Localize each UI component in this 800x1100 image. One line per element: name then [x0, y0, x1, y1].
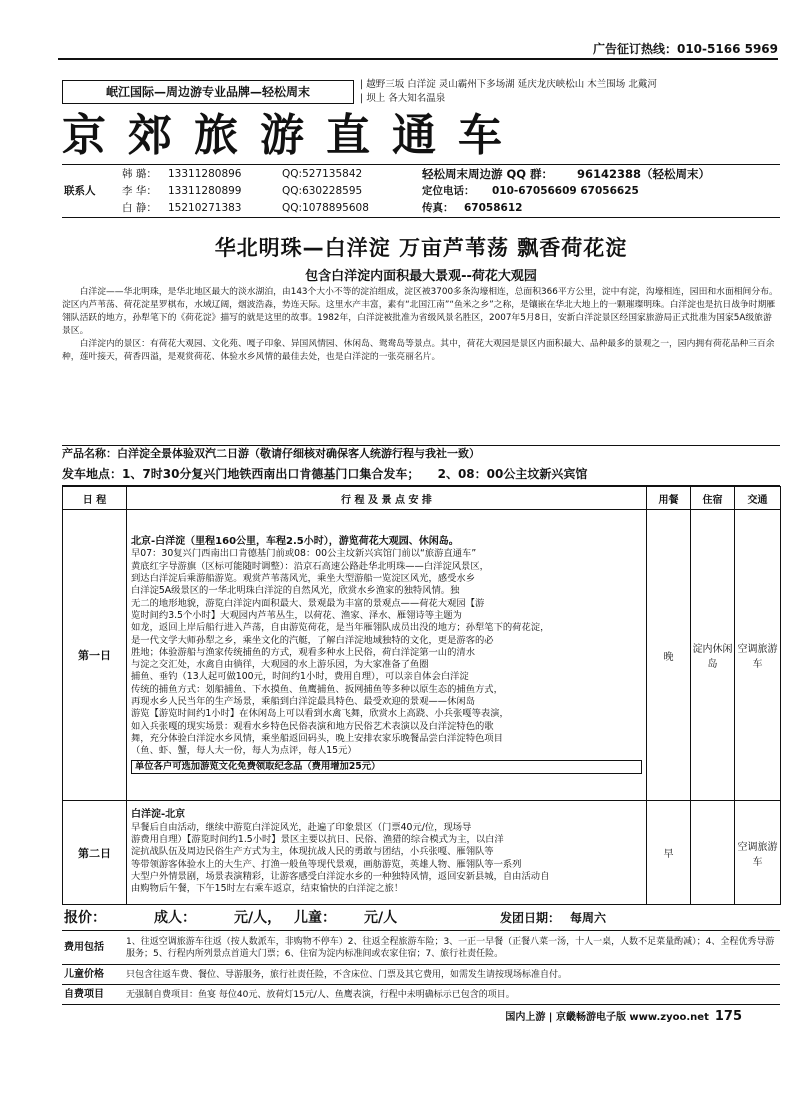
top-divider: [58, 58, 778, 60]
info-label: 费用包括: [62, 931, 122, 965]
departure-point-2: 2、08：00公主坟新兴宾馆: [437, 467, 588, 481]
contact-name: 韩 璐：: [122, 168, 157, 180]
header-schedule: 行 程 及 景 点 安 排: [127, 487, 647, 510]
departure-date-value: 每周六: [570, 911, 607, 925]
transport-cell: 空调旅游车: [735, 510, 781, 801]
detail-line: 与淀之交汇处，水禽自由徜徉，大观园的水上游乐园，为大家准备了鱼圈: [131, 659, 429, 671]
contact-extra-label: 传真：: [422, 202, 454, 214]
contact-label: 联系人: [64, 185, 96, 197]
info-row: [62, 931, 780, 965]
contact-name: 白 静：: [122, 202, 157, 214]
info-text: 1、往返空调旅游车往返（按人数派车，非购物不停车）2、往返全程旅游车险；3、一正一早餐（正餐八菜一汤，十人一桌，人数不足菜量酌减）；4、全程优秀导游服务；5、行程内所列景点首道大门票；6、住宿为淀内标准间或农家住宿；7、旅行社责任险。: [122, 931, 780, 965]
lodging-cell: 淀内休闲岛: [691, 510, 735, 801]
intro-paragraph: 白洋淀内的景区：有荷花大观园、文化苑、嘎子印象、异国风情园、休闲岛、鸳鸯岛等景点。其中，荷花大观园是景区内面积最大、品种最多的景观之一，园内拥有荷花品种三百余种，莲叶接天，荷香四溢，是观赏荷花、体验水乡风情的最佳去处，也是白洋淀的一张亮丽名片。: [62, 339, 775, 363]
contact-extra-value: 67058612: [464, 202, 523, 214]
destination-tags-line-1: | 越野三坂 白洋淀 灵山霸州下多场湖 延庆龙庆峡松山 木兰围场 北戴河: [360, 79, 657, 90]
headline: 华北明珠—白洋淀 万亩芦苇荡 飘香荷花淀: [214, 236, 628, 260]
contact-qq: QQ:527135842: [282, 168, 363, 180]
detail-line: 览时间约3.5个小时】大观园内芦苇丛生，以荷花、渔家、泽水、雁翎诗等主题为: [131, 609, 462, 621]
info-text: 无强制自费项目：鱼宴 每位40元、放荷灯15元/人、鱼鹰表演，行程中未明确标示已包含的项目。: [122, 985, 780, 1005]
footer-text: 国内上游 | 京畿畅游电子版 www.zyoo.net: [505, 1012, 709, 1023]
info-label: 儿童价格: [62, 965, 122, 985]
detail-line: 游览【游览时间约1小时】在休闲岛上可以看到水禽飞舞，欣赏水上高跷、小兵张嘎等表演，: [131, 708, 509, 720]
detail-line: 是一代文学大师孙犁之乡，乘坐文化的汽艇，了解白洋淀地域独特的文化，更是游客的必: [131, 634, 494, 646]
itinerary-header-row: [63, 487, 781, 510]
departure-point-1: 1、7时30分复兴门地铁西南出口肯德基门口集合发车；: [122, 467, 420, 481]
detail-line: 如入兵张嘎的现实场景：观看水乡特色民俗表演和地方民俗艺术表演以及白洋淀特色的歌: [131, 720, 494, 732]
extra-item-box: 单位各户可选加游览文化免费领取纪念品（费用增加25元）: [131, 760, 642, 774]
contact-extra-value: 96142388（轻松周末）: [577, 167, 711, 181]
adult-price-label: 成人：: [154, 910, 196, 926]
departure-row: [62, 463, 780, 486]
header-day: 日 程: [63, 487, 127, 510]
departure-label: 发车地点：: [62, 467, 123, 481]
detail-line: 再现水乡人民当年的生产场景，乘船到白洋淀最具特色、最受欢迎的景观——休闲岛: [131, 696, 475, 708]
subheadline: 包含白洋淀内面积最大景观--荷花大观园: [305, 269, 537, 284]
info-row: [62, 985, 780, 1005]
intro-paragraph: 白洋淀——华北明珠，是华北地区最大的淡水湖泊，由143个大小不等的淀泊组成，淀区被3700多条沟壕相连，总面积366平方公里，淀中有淀，沟壕相连，园田和水面相间分布。淀区内芦苇荡、荷花淀星罗棋布，水域辽阔，烟波浩淼，势连天际。这里水产丰富，素有“北国江南”“鱼米之乡”之称，是镶嵌在华北大地上的一颗璀璨明珠。白洋淀也是抗日战争时期雁翎队活跃的地方，孙犁笔下的《荷花淀》描写的就是这里的故事。1982年，白洋淀被批准为省级风景名胜区，2007年5月8日，安新白洋淀景区经国家旅游局正式批准为国家5A级旅游景区。: [62, 287, 778, 337]
contact-qq: QQ:630228595: [282, 185, 363, 197]
contact-extra-value: 010-67056609 67056625: [492, 185, 639, 197]
detail-line: 舞，充分体验白洋淀水乡风情，乘坐船返回码头，晚上安排农家乐晚餐品尝白洋淀特色项目: [131, 732, 503, 744]
adult-price-unit: 元/人，: [234, 910, 282, 926]
detail-line: 黄底红字导游旗（区标可能随时调整）：沿京石高速公路赴华北明珠——白洋淀风景区，: [131, 560, 489, 572]
info-text: 只包含往返车费、餐位、导游服务，旅行社责任险，不含床位、门票及其它费用，如需发生请按现场标准自付。: [122, 965, 780, 985]
day-detail: [127, 801, 647, 905]
product-name-row: [62, 445, 780, 462]
detail-line: 淀抗战队伍及周边民俗生产方式为主，体现抗战人民的勇敢与团结，小兵张嘎、雁翎队等: [131, 846, 494, 858]
contact-row: [122, 166, 782, 183]
detail-line: 由购物后午餐，下午15时左右乘车返京，结束愉快的白洋淀之旅！: [131, 883, 404, 895]
detail-line: 如龙，返回上岸后船行进入芦荡，自由游览荷花，是当年雁翎队成员出没的地方；孙犁笔下的荷花淀，: [131, 622, 550, 634]
detail-line: 游费用自理）【游览时间约1.5小时】景区主要以抗日、民俗、渔猎的综合模式为主，以白洋: [131, 834, 504, 846]
header-meal: 用餐: [647, 487, 691, 510]
meal-cell: 晚: [647, 510, 691, 801]
detail-line: 早07：30复兴门西南出口肯德基门前或08：00公主坟新兴宾馆门前以“旅游直通车”: [131, 548, 477, 560]
itinerary-table: [62, 486, 781, 905]
fee-info-table: [62, 930, 780, 1005]
contact-phone: 13311280896: [168, 168, 242, 180]
page-number: 175: [714, 1009, 742, 1024]
contact-qq: QQ:1078895608: [282, 202, 369, 214]
day-label: 第一日: [63, 510, 127, 801]
day-title: 北京-白洋淀（里程160公里，车程2.5小时），游览荷花大观园、休闲岛。: [131, 536, 459, 548]
detail-line: 捕鱼、垂钓（13人起可做100元，时间约1小时，费用自理），可以亲自体会白洋淀: [131, 671, 469, 683]
info-row: [62, 965, 780, 985]
detail-line: 到达白洋淀后乘游船游览。观赏芦苇荡风光，乘坐大型游船一览淀区风光，感受水乡: [131, 573, 475, 585]
day-title: 白洋淀-北京: [131, 809, 186, 821]
header-transport: 交通: [735, 487, 781, 510]
contact-phone: 13311280899: [168, 185, 242, 197]
contact-name: 李 华：: [122, 185, 157, 197]
itinerary-day-row: [63, 510, 781, 801]
page-footer: [505, 1008, 742, 1024]
detail-line: 早餐后自由活动，继续中游览白洋淀风光，赴遍了印象景区（门票40元/位，现场导: [131, 821, 472, 833]
destination-tags: [360, 78, 780, 106]
brand-slogan-box: 岷江国际—周边游专业品牌—轻松周末: [62, 80, 354, 104]
child-price-unit: 元/人: [364, 910, 398, 926]
departure-date-label: 发团日期：: [500, 911, 561, 925]
header-lodging: 住宿: [691, 487, 735, 510]
detail-line: 大型户外情景剧，场景表演精彩，让游客感受白洋淀水乡的一种独特风情，返回安新县城，自由活动自: [131, 870, 550, 882]
pricing-row: [62, 906, 780, 930]
detail-line: 胜地；体验游船与渔家传统捕鱼的方式，观看多种水上民俗，荷白洋淀第一山的清水: [131, 646, 475, 658]
contact-block: [62, 164, 780, 218]
contact-phone: 15210271383: [168, 202, 242, 214]
detail-line: 传统的捕鱼方式：划船捕鱼、下水摸鱼、鱼鹰捕鱼、扳网捕鱼等多种以原生态的捕鱼方式，: [131, 683, 503, 695]
product-label: 产品名称：: [62, 447, 117, 460]
day-label: 第二日: [63, 801, 127, 905]
info-label: 自费项目: [62, 985, 122, 1005]
detail-line: 等带领游客体验水上的大生产、打渔一般鱼等现代景观，画舫游览，英雄人物、雁翎队等一系列: [131, 858, 522, 870]
contact-row: [122, 183, 782, 200]
detail-line: 无二的地形地貌，游览白洋淀内面积最大、景观最为丰富的景观点——荷花大观园【游: [131, 597, 485, 609]
detail-line: 白洋淀5A级景区的一华北明珠白洋淀的自然风光，欣赏水乡渔家的独特风情。独: [131, 585, 460, 597]
contact-extra-label: 轻松周末周边游 QQ 群：: [422, 167, 554, 181]
detail-line: （鱼、虾、蟹，每人大一份，每人为点评，每人15元）: [131, 745, 357, 757]
meal-cell: 早: [647, 801, 691, 905]
price-label: 报价：: [64, 910, 106, 926]
main-title: 京郊旅游直通车: [62, 110, 524, 161]
contact-extra-label: 定位电话：: [422, 185, 475, 197]
itinerary-day-row: [63, 801, 781, 905]
contact-row: [122, 200, 782, 217]
child-price-label: 儿童：: [294, 910, 336, 926]
transport-cell: 空调旅游车: [735, 801, 781, 905]
destination-tags-line-2: | 坝上 各大知名温泉: [360, 93, 446, 104]
lodging-cell: [691, 801, 735, 905]
ad-hotline: 广告征订热线：010-5166 5969: [592, 42, 778, 56]
day-detail: [127, 510, 647, 801]
intro-text: [62, 286, 780, 365]
product-value: 白洋淀全景体验双汽二日游（敬请仔细核对确保客人统游行程与我社一致）: [117, 447, 480, 460]
